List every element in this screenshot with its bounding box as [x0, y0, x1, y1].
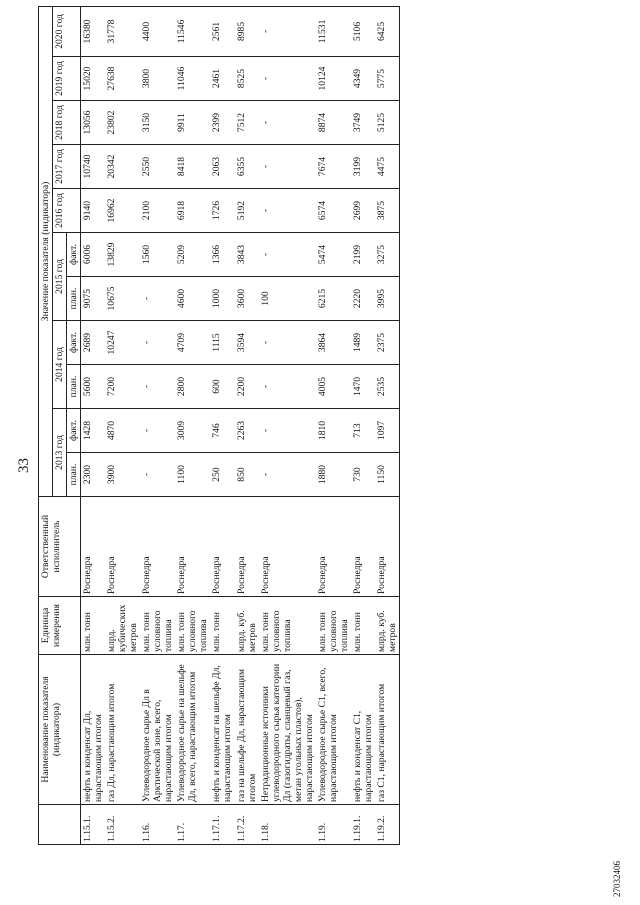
- header-executor: Ответственный исполнитель: [39, 497, 81, 597]
- row-unit: млрд. куб. метров: [375, 597, 400, 655]
- row-value: 31778: [105, 6, 140, 56]
- row-value: 2461: [210, 57, 234, 101]
- header-year-2017: 2017 год: [53, 145, 81, 189]
- row-code: 1.17.1.: [210, 805, 234, 845]
- row-value: 5474: [316, 233, 351, 277]
- row-value: 5600: [81, 365, 106, 409]
- row-value: 16962: [105, 189, 140, 233]
- row-value: 15020: [81, 57, 106, 101]
- row-value: 1097: [375, 409, 400, 453]
- table-row: [175, 6, 210, 844]
- row-value: 2535: [375, 365, 400, 409]
- table-row: [235, 6, 259, 844]
- header-year-2019: 2019 год: [53, 57, 81, 101]
- row-value: 2100: [140, 189, 175, 233]
- row-value: 250: [210, 453, 234, 497]
- row-value: 2063: [210, 145, 234, 189]
- table-row: [375, 6, 400, 844]
- header-year-2016: 2016 год: [53, 189, 81, 233]
- row-value: -: [140, 277, 175, 321]
- row-unit: млн. тонн: [351, 597, 375, 655]
- row-value: 3275: [375, 233, 400, 277]
- row-value: 23802: [105, 101, 140, 145]
- row-code: 1.17.: [175, 805, 210, 845]
- page-number: 33: [16, 458, 32, 473]
- row-value: 9911: [175, 101, 210, 145]
- table-row: [316, 6, 351, 844]
- row-value: 11531: [316, 6, 351, 56]
- row-unit: млн. тонн: [81, 597, 106, 655]
- row-value: 4005: [316, 365, 351, 409]
- row-value: -: [259, 365, 316, 409]
- row-value: 3150: [140, 101, 175, 145]
- row-unit: млн. тонн условного топлива: [175, 597, 210, 655]
- row-executor: Роснедра: [235, 497, 259, 597]
- row-value: 10247: [105, 321, 140, 365]
- row-value: 1150: [375, 453, 400, 497]
- row-value: 3594: [235, 321, 259, 365]
- row-value: 1489: [351, 321, 375, 365]
- row-value: -: [140, 409, 175, 453]
- row-executor: Роснедра: [375, 497, 400, 597]
- row-name: Углеводородное сырье Дл в Арктической зоне, всего, нарастающим итогом: [140, 655, 175, 805]
- row-value: -: [259, 233, 316, 277]
- row-executor: Роснедра: [81, 497, 106, 597]
- row-value: -: [259, 145, 316, 189]
- row-value: 746: [210, 409, 234, 453]
- row-value: 2263: [235, 409, 259, 453]
- row-value: 3864: [316, 321, 351, 365]
- row-value: 850: [235, 453, 259, 497]
- row-code: 1.19.2.: [375, 805, 400, 845]
- row-value: 8418: [175, 145, 210, 189]
- row-value: 13829: [105, 233, 140, 277]
- table-header: [39, 6, 81, 844]
- header-year-2020: 2020 год: [53, 6, 81, 56]
- row-value: 1880: [316, 453, 351, 497]
- row-value: 3800: [140, 57, 175, 101]
- table-row: [210, 6, 234, 844]
- row-value: 8874: [316, 101, 351, 145]
- row-value: -: [259, 321, 316, 365]
- header-code: [39, 805, 81, 845]
- row-value: 6574: [316, 189, 351, 233]
- table-row: [81, 6, 106, 844]
- table-row: [105, 6, 140, 844]
- indicator-table: [38, 6, 400, 845]
- row-name: газ Дл, нарастающим итогом: [105, 655, 140, 805]
- table-row: [351, 6, 375, 844]
- row-value: 2199: [351, 233, 375, 277]
- row-value: 2699: [351, 189, 375, 233]
- row-value: 9140: [81, 189, 106, 233]
- row-code: 1.15.2.: [105, 805, 140, 845]
- row-value: 4400: [140, 6, 175, 56]
- row-value: 5125: [375, 101, 400, 145]
- row-value: 2689: [81, 321, 106, 365]
- row-value: -: [259, 6, 316, 56]
- row-value: 5192: [235, 189, 259, 233]
- row-name: нефть и конденсат Дл, нарастающим итогом: [81, 655, 106, 805]
- row-code: 1.19.1.: [351, 805, 375, 845]
- header-name: Наименование показателя (индикатора): [39, 655, 81, 805]
- row-value: 4600: [175, 277, 210, 321]
- row-value: 100: [259, 277, 316, 321]
- row-executor: Роснедра: [175, 497, 210, 597]
- row-value: 2375: [375, 321, 400, 365]
- header-year-2013: 2013 год: [53, 409, 67, 497]
- row-code: 1.15.1.: [81, 805, 106, 845]
- row-unit: млн. тонн условного топлива: [140, 597, 175, 655]
- row-value: 713: [351, 409, 375, 453]
- header-plan-2013: план.: [67, 453, 81, 497]
- row-value: 2220: [351, 277, 375, 321]
- row-value: 3900: [105, 453, 140, 497]
- row-value: 4475: [375, 145, 400, 189]
- row-value: 3875: [375, 189, 400, 233]
- row-value: 4349: [351, 57, 375, 101]
- row-name: газ С1, нарастающим итогом: [375, 655, 400, 805]
- row-executor: Роснедра: [259, 497, 316, 597]
- row-value: 11546: [175, 6, 210, 56]
- row-value: 1115: [210, 321, 234, 365]
- header-unit: Единица измерения: [39, 597, 81, 655]
- row-value: 2800: [175, 365, 210, 409]
- row-value: -: [140, 321, 175, 365]
- header-year-2014: 2014 год: [53, 321, 67, 409]
- row-value: -: [140, 365, 175, 409]
- row-value: 1366: [210, 233, 234, 277]
- row-value: 5209: [175, 233, 210, 277]
- row-executor: Роснедра: [351, 497, 375, 597]
- row-name: Углеводородное сырье С1, всего, нарастающим итогом: [316, 655, 351, 805]
- row-value: 6425: [375, 6, 400, 56]
- header-fact-2015: факт.: [67, 233, 81, 277]
- row-value: 1726: [210, 189, 234, 233]
- row-value: 3009: [175, 409, 210, 453]
- row-value: 11046: [175, 57, 210, 101]
- row-name: газ на шельфе Дл, нарастающим итогом: [235, 655, 259, 805]
- row-executor: Роснедра: [140, 497, 175, 597]
- row-value: 27638: [105, 57, 140, 101]
- table-body: [81, 6, 400, 844]
- row-value: 1470: [351, 365, 375, 409]
- row-value: -: [259, 101, 316, 145]
- row-value: -: [140, 453, 175, 497]
- row-value: 730: [351, 453, 375, 497]
- row-executor: Роснедра: [105, 497, 140, 597]
- header-fact-2013: факт.: [67, 409, 81, 453]
- row-executor: Роснедра: [210, 497, 234, 597]
- row-value: 6355: [235, 145, 259, 189]
- row-value: 4709: [175, 321, 210, 365]
- row-value: 10124: [316, 57, 351, 101]
- row-value: 10740: [81, 145, 106, 189]
- header-fact-2014: факт.: [67, 321, 81, 365]
- header-plan-2014: план.: [67, 365, 81, 409]
- row-name: Углеводородное сырье на шельфе Дл, всего, нарастающим итогом: [175, 655, 210, 805]
- row-value: 7674: [316, 145, 351, 189]
- row-value: 1810: [316, 409, 351, 453]
- row-unit: млрд. кубических метров: [105, 597, 140, 655]
- row-value: 5106: [351, 6, 375, 56]
- row-value: 3995: [375, 277, 400, 321]
- row-value: -: [259, 409, 316, 453]
- row-value: 1000: [210, 277, 234, 321]
- row-value: 10675: [105, 277, 140, 321]
- row-value: 600: [210, 365, 234, 409]
- row-value: 9075: [81, 277, 106, 321]
- row-name: нефть и конденсат С1, нарастающим итогом: [351, 655, 375, 805]
- row-unit: млн. тонн: [210, 597, 234, 655]
- row-value: 6215: [316, 277, 351, 321]
- row-value: 3749: [351, 101, 375, 145]
- row-code: 1.18.: [259, 805, 316, 845]
- header-year-2018: 2018 год: [53, 101, 81, 145]
- row-name: нефть и конденсат на шельфе Дл, нарастающим итогом: [210, 655, 234, 805]
- table-row: [140, 6, 175, 844]
- row-code: 1.19.: [316, 805, 351, 845]
- row-value: 8985: [235, 6, 259, 56]
- row-value: -: [259, 453, 316, 497]
- row-value: 6918: [175, 189, 210, 233]
- header-year-2015: 2015 год: [53, 233, 67, 321]
- row-value: 7200: [105, 365, 140, 409]
- table-row: [259, 6, 316, 844]
- row-unit: млн. тонн условного топлива: [259, 597, 316, 655]
- row-value: 3843: [235, 233, 259, 277]
- row-value: 2561: [210, 6, 234, 56]
- row-executor: Роснедра: [316, 497, 351, 597]
- row-value: 1428: [81, 409, 106, 453]
- row-value: 3600: [235, 277, 259, 321]
- row-value: -: [259, 57, 316, 101]
- row-value: 8525: [235, 57, 259, 101]
- row-value: 3199: [351, 145, 375, 189]
- row-value: -: [259, 189, 316, 233]
- row-value: 4870: [105, 409, 140, 453]
- row-unit: млрд. куб. метров: [235, 597, 259, 655]
- row-value: 6006: [81, 233, 106, 277]
- row-value: 2200: [235, 365, 259, 409]
- document-id: 27032406: [612, 861, 622, 897]
- header-plan-2015: план.: [67, 277, 81, 321]
- row-value: 7512: [235, 101, 259, 145]
- row-value: 16380: [81, 6, 106, 56]
- row-value: 5775: [375, 57, 400, 101]
- row-code: 1.16.: [140, 805, 175, 845]
- row-value: 2300: [81, 453, 106, 497]
- row-code: 1.17.2.: [235, 805, 259, 845]
- row-value: 2550: [140, 145, 175, 189]
- row-value: 1100: [175, 453, 210, 497]
- row-value: 20342: [105, 145, 140, 189]
- row-value: 13056: [81, 101, 106, 145]
- row-value: 2399: [210, 101, 234, 145]
- row-unit: млн. тонн условного топлива: [316, 597, 351, 655]
- row-value: 1560: [140, 233, 175, 277]
- header-values-group: Значение показателя (индикатора): [39, 6, 53, 496]
- row-name: Нетрадиционные источники углеводородного сырья категории Дл (газогидраты, сланцевый газ, метан угольных пластов), нарастающим итогом: [259, 655, 316, 805]
